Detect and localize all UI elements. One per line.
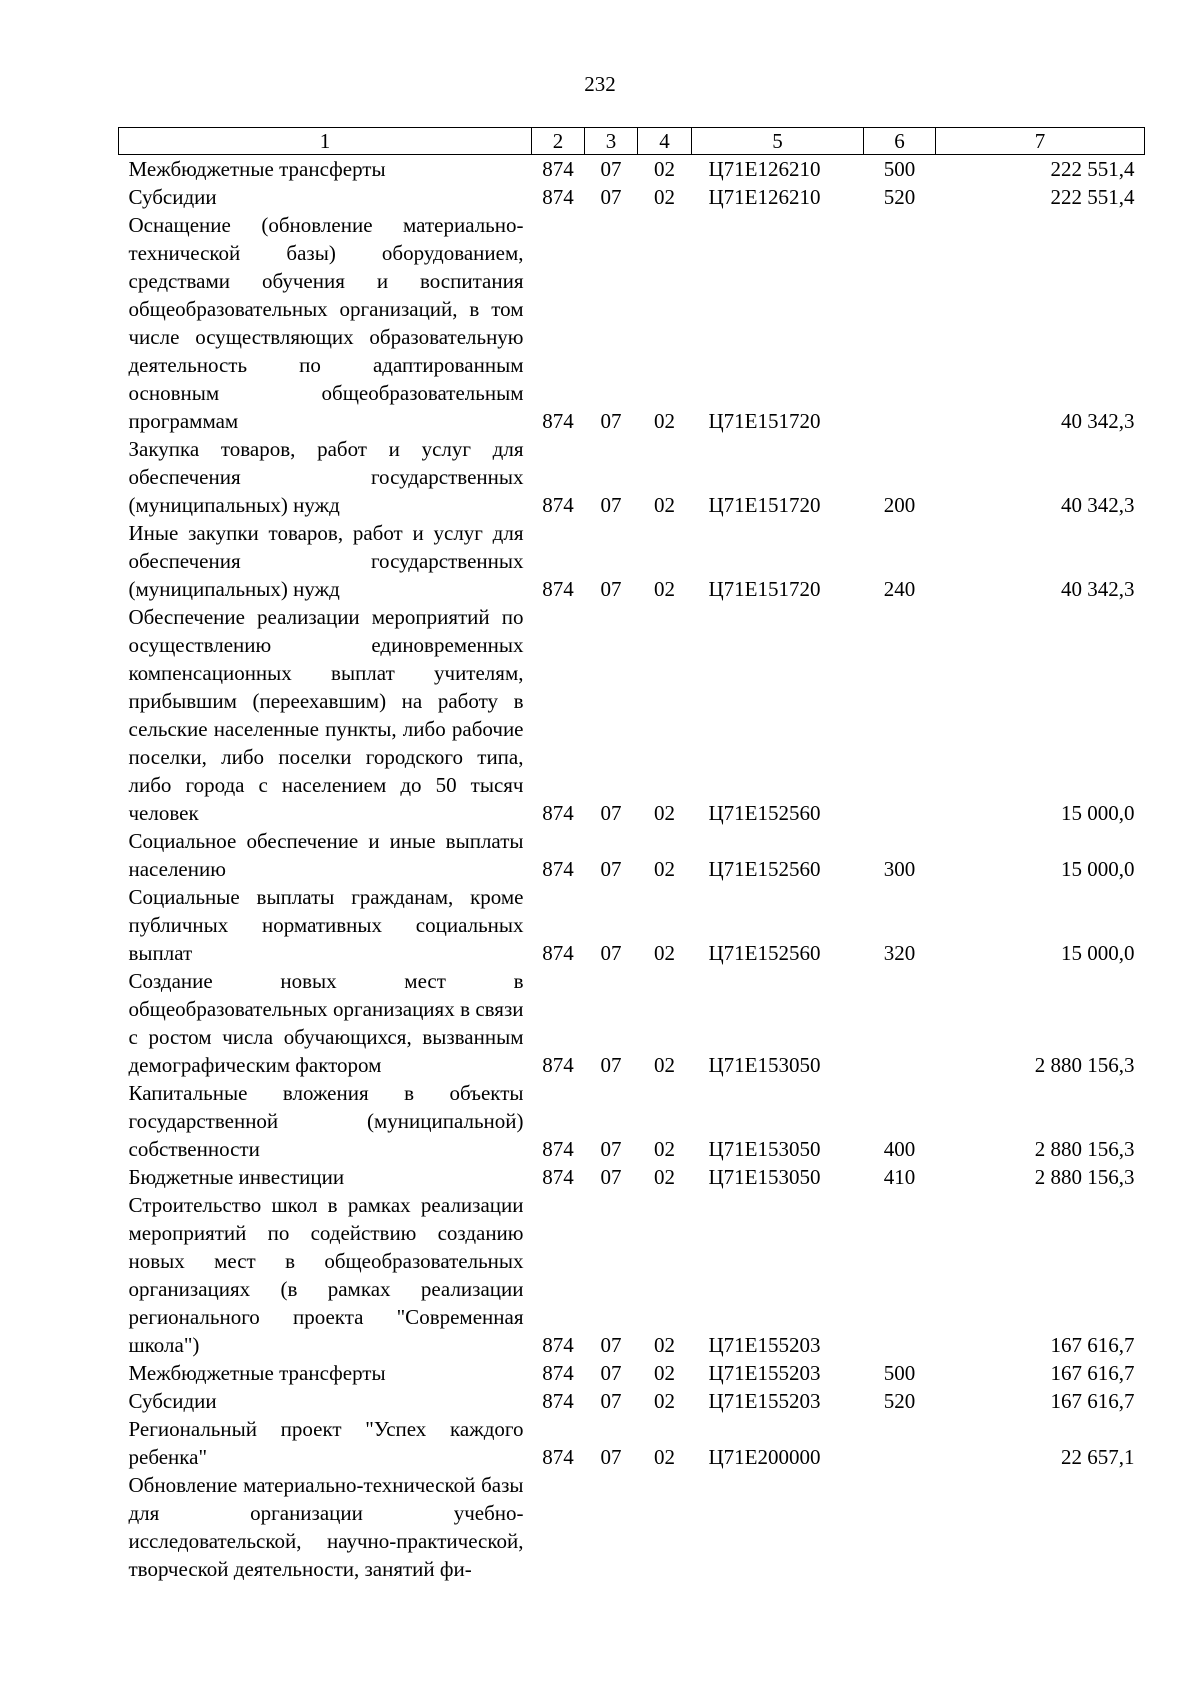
row-code-6: 240	[883, 577, 916, 601]
row-amount: 40 342,3	[1061, 493, 1135, 517]
row-code-3: 07	[600, 1445, 622, 1469]
table-row	[119, 211, 1145, 435]
row-code-3: 07	[600, 801, 622, 825]
row-amount: 222 551,4	[1050, 157, 1135, 181]
row-code-4: 02	[654, 409, 675, 433]
row-code-4: 02	[654, 185, 675, 209]
row-amount: 2 880 156,3	[1034, 1137, 1135, 1161]
row-name: Межбюджетные трансферты	[128, 157, 386, 181]
row-code-2: 874	[542, 1445, 574, 1469]
table-row	[119, 827, 1145, 883]
row-name: Субсидии	[128, 185, 217, 209]
budget-table	[118, 127, 1145, 1583]
row-code-2: 874	[542, 1389, 574, 1413]
column-header-1: 1	[119, 128, 532, 155]
row-amount: 40 342,3	[1061, 409, 1135, 433]
header-row	[119, 128, 1145, 155]
row-code-4: 02	[654, 1137, 675, 1161]
row-name: Обновление материально-технической базы для организации учебно-исследовательской, научно-практической, творческой деятельности, занятий фи-	[128, 1473, 524, 1581]
column-header-6: 6	[864, 128, 936, 155]
row-code-2: 874	[542, 857, 574, 881]
row-amount: 2 880 156,3	[1034, 1165, 1135, 1189]
row-code-4: 02	[654, 1053, 675, 1077]
row-code-5: Ц71E153050	[708, 1137, 821, 1161]
table-body	[119, 155, 1145, 1584]
row-code-6	[864, 603, 936, 827]
row-name: Социальное обеспечение и иные выплаты населению	[128, 829, 524, 881]
row-code-5: Ц71E200000	[708, 1445, 821, 1469]
row-code-2: 874	[542, 409, 574, 433]
table-row	[119, 1191, 1145, 1359]
row-code-4: 02	[654, 857, 675, 881]
row-name: Региональный проект "Успех каждого ребенка"	[128, 1417, 524, 1469]
row-code-5: Ц71E153050	[708, 1165, 821, 1189]
row-code-4: 02	[654, 1389, 675, 1413]
row-code-3: 07	[600, 409, 622, 433]
row-code-6	[864, 1415, 936, 1471]
row-code-5: Ц71E126210	[708, 157, 821, 181]
row-code-2: 874	[542, 1137, 574, 1161]
row-code-6: 410	[883, 1165, 916, 1189]
table-row	[119, 1387, 1145, 1415]
table-row	[119, 1079, 1145, 1163]
row-amount: 167 616,7	[1050, 1389, 1135, 1413]
column-header-2: 2	[532, 128, 585, 155]
row-code-5: Ц71E152560	[708, 941, 821, 965]
row-code-6: 400	[883, 1137, 916, 1161]
table-row	[119, 155, 1145, 184]
row-code-6: 500	[883, 1361, 916, 1385]
row-name: Иные закупки товаров, работ и услуг для обеспечения государственных (муниципальных) нужд	[128, 521, 524, 601]
column-header-5: 5	[692, 128, 864, 155]
row-code-4: 02	[654, 1333, 675, 1357]
row-code-6	[864, 1471, 936, 1583]
row-code-5: Ц71E155203	[708, 1333, 821, 1357]
row-code-5: Ц71E155203	[708, 1389, 821, 1413]
row-code-5: Ц71E152560	[708, 857, 821, 881]
row-name: Бюджетные инвестиции	[128, 1165, 345, 1189]
row-amount	[936, 1471, 1145, 1583]
row-code-4: 02	[654, 1361, 675, 1385]
row-name: Строительство школ в рамках реализации мероприятий по содействию созданию новых мест в общеобразовательных организациях (в рамках реализации регионального проекта "Современная школа")	[128, 1193, 524, 1357]
row-name: Оснащение (обновление материально-технической базы) оборудованием, средствами обучения и воспитания общеобразовательных организаций, в том числе осуществляющих образовательную деятельность по адаптированным основным общеобразовательным программам	[128, 213, 524, 433]
row-code-3: 07	[600, 157, 622, 181]
row-name: Создание новых мест в общеобразовательных организациях в связи с ростом числа обучающихся, вызванным демографическим фактором	[128, 969, 524, 1077]
row-code-3: 07	[600, 857, 622, 881]
row-code-4: 02	[654, 1165, 675, 1189]
row-code-6: 300	[883, 857, 916, 881]
row-code-2: 874	[542, 801, 574, 825]
table-row	[119, 1163, 1145, 1191]
row-amount: 15 000,0	[1061, 941, 1135, 965]
row-code-4: 02	[654, 801, 675, 825]
row-amount: 15 000,0	[1061, 801, 1135, 825]
row-code-4: 02	[654, 493, 675, 517]
row-code-2	[532, 1471, 585, 1583]
table-header	[119, 128, 1145, 155]
row-code-5: Ц71E151720	[708, 493, 821, 517]
row-code-5: Ц71E151720	[708, 409, 821, 433]
column-header-4: 4	[638, 128, 692, 155]
row-code-2: 874	[542, 1333, 574, 1357]
row-code-6: 520	[883, 185, 916, 209]
row-code-5	[692, 1471, 864, 1583]
row-code-5: Ц71E153050	[708, 1053, 821, 1077]
row-amount: 2 880 156,3	[1034, 1053, 1135, 1077]
row-code-6: 520	[883, 1389, 916, 1413]
row-code-6: 200	[883, 493, 916, 517]
row-code-3: 07	[600, 493, 622, 517]
row-amount: 222 551,4	[1050, 185, 1135, 209]
row-code-2: 874	[542, 493, 574, 517]
row-code-4: 02	[654, 157, 675, 181]
row-code-6	[864, 967, 936, 1079]
table-row	[119, 519, 1145, 603]
row-code-2: 874	[542, 577, 574, 601]
row-name: Обеспечение реализации мероприятий по осуществлению единовременных компенсационных выплат учителям, прибывшим (переехавшим) на работу в сельские населенные пункты, либо рабочие поселки, либо поселки городского типа, либо города с населением до 50 тысяч человек	[128, 605, 524, 825]
row-code-2: 874	[542, 157, 574, 181]
row-code-6: 500	[883, 157, 916, 181]
table-row	[119, 1359, 1145, 1387]
row-code-5: Ц71E152560	[708, 801, 821, 825]
row-code-3: 07	[600, 185, 622, 209]
row-code-2: 874	[542, 1165, 574, 1189]
row-code-3: 07	[600, 1361, 622, 1385]
column-header-7: 7	[936, 128, 1145, 155]
row-code-4	[638, 1471, 692, 1583]
row-code-3	[585, 1471, 638, 1583]
table-row	[119, 1471, 1145, 1583]
row-code-3: 07	[600, 1333, 622, 1357]
row-amount: 167 616,7	[1050, 1333, 1135, 1357]
row-name: Социальные выплаты гражданам, кроме публичных нормативных социальных выплат	[128, 885, 524, 965]
row-code-4: 02	[654, 941, 675, 965]
row-code-5: Ц71E151720	[708, 577, 821, 601]
row-code-2: 874	[542, 941, 574, 965]
row-code-6	[864, 211, 936, 435]
page-number: 232	[584, 72, 616, 96]
row-code-5: Ц71E155203	[708, 1361, 821, 1385]
row-amount: 167 616,7	[1050, 1361, 1135, 1385]
row-name: Капитальные вложения в объекты государственной (муниципальной) собственности	[128, 1081, 524, 1161]
row-code-3: 07	[600, 941, 622, 965]
row-code-2: 874	[542, 185, 574, 209]
row-code-3: 07	[600, 1389, 622, 1413]
row-code-6	[864, 1191, 936, 1359]
row-code-5: Ц71E126210	[708, 185, 821, 209]
row-code-6: 320	[883, 941, 916, 965]
row-code-3: 07	[600, 577, 622, 601]
table-row	[119, 183, 1145, 211]
table-row	[119, 883, 1145, 967]
row-code-2: 874	[542, 1053, 574, 1077]
row-code-3: 07	[600, 1053, 622, 1077]
row-code-3: 07	[600, 1137, 622, 1161]
row-amount: 22 657,1	[1061, 1445, 1135, 1469]
row-code-4: 02	[654, 1445, 675, 1469]
column-header-3: 3	[585, 128, 638, 155]
row-amount: 15 000,0	[1061, 857, 1135, 881]
table-row	[119, 435, 1145, 519]
row-amount: 40 342,3	[1061, 577, 1135, 601]
table-row	[119, 603, 1145, 827]
row-code-4: 02	[654, 577, 675, 601]
row-code-2: 874	[542, 1361, 574, 1385]
table-row	[119, 1415, 1145, 1471]
row-code-3: 07	[600, 1165, 622, 1189]
row-name: Субсидии	[128, 1389, 217, 1413]
row-name: Межбюджетные трансферты	[128, 1361, 386, 1385]
table-row	[119, 967, 1145, 1079]
row-name: Закупка товаров, работ и услуг для обеспечения государственных (муниципальных) нужд	[128, 437, 524, 517]
